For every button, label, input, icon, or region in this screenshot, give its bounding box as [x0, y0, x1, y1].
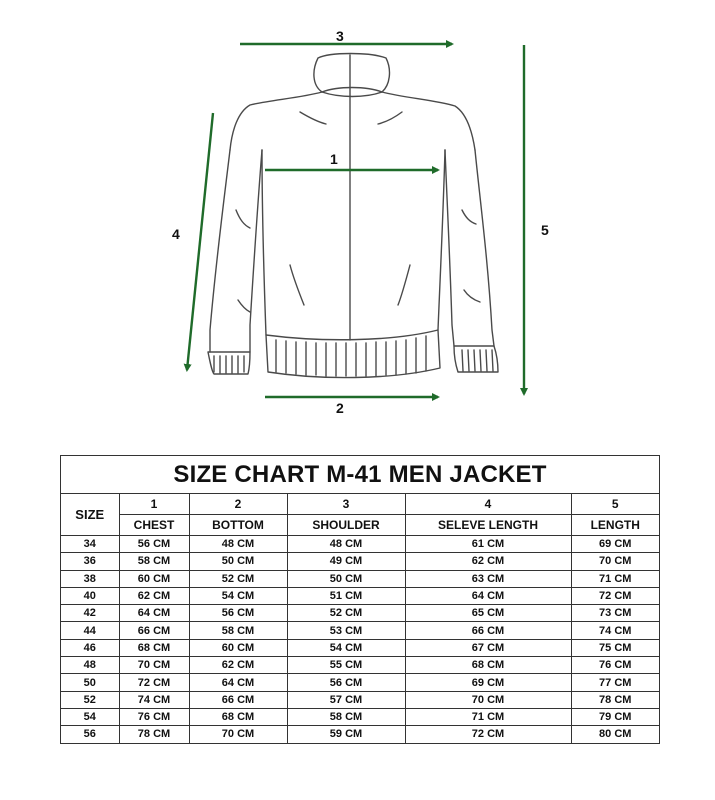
- measurement-cell: 60 CM: [189, 639, 287, 656]
- measurement-cell: 66 CM: [189, 691, 287, 708]
- measurement-cell: 70 CM: [189, 726, 287, 743]
- measurement-cell: 54 CM: [189, 587, 287, 604]
- column-number: 1: [119, 494, 189, 515]
- measurement-cell: 58 CM: [287, 708, 405, 725]
- measurement-cell: 78 CM: [571, 691, 659, 708]
- size-cell: 56: [61, 726, 119, 743]
- table-row: [61, 605, 659, 622]
- measurement-cell: 57 CM: [287, 691, 405, 708]
- measurement-cell: 48 CM: [189, 536, 287, 553]
- measurement-cell: 63 CM: [405, 570, 571, 587]
- chart-title: SIZE CHART M-41 MEN JACKET: [61, 456, 659, 494]
- measurement-cell: 52 CM: [287, 605, 405, 622]
- measurement-cell: 77 CM: [571, 674, 659, 691]
- measurement-cell: 79 CM: [571, 708, 659, 725]
- measurement-cell: 69 CM: [571, 536, 659, 553]
- table-row: [61, 639, 659, 656]
- column-number: 5: [571, 494, 659, 515]
- measurement-cell: 73 CM: [571, 605, 659, 622]
- size-cell: 54: [61, 708, 119, 725]
- measurement-cell: 59 CM: [287, 726, 405, 743]
- size-cell: 46: [61, 639, 119, 656]
- table-row: [61, 536, 659, 553]
- measurement-cell: 71 CM: [571, 570, 659, 587]
- column-header-bottom: BOTTOM: [189, 515, 287, 536]
- table-row: [61, 691, 659, 708]
- table-row: [61, 674, 659, 691]
- size-chart: [60, 455, 660, 744]
- measurement-cell: 70 CM: [405, 691, 571, 708]
- measurement-cell: 65 CM: [405, 605, 571, 622]
- measurement-cell: 75 CM: [571, 639, 659, 656]
- measurement-cell: 52 CM: [189, 570, 287, 587]
- measurement-cell: 64 CM: [405, 587, 571, 604]
- size-cell: 40: [61, 587, 119, 604]
- table-row: [61, 622, 659, 639]
- table-row: [61, 553, 659, 570]
- measurement-cell: 50 CM: [287, 570, 405, 587]
- measurement-cell: 64 CM: [189, 674, 287, 691]
- measurement-cell: 78 CM: [119, 726, 189, 743]
- size-cell: 42: [61, 605, 119, 622]
- size-cell: 48: [61, 657, 119, 674]
- measurement-cell: 66 CM: [119, 622, 189, 639]
- column-header-length: LENGTH: [571, 515, 659, 536]
- arrow-sleeve-length: [187, 113, 213, 370]
- table-row: [61, 708, 659, 725]
- measurement-cell: 71 CM: [405, 708, 571, 725]
- measurement-cell: 56 CM: [119, 536, 189, 553]
- measurement-cell: 64 CM: [119, 605, 189, 622]
- table-row: [61, 726, 659, 743]
- size-cell: 36: [61, 553, 119, 570]
- size-rows: [61, 536, 659, 743]
- table-row: [61, 587, 659, 604]
- label-shoulder: 3: [336, 28, 344, 44]
- size-cell: 34: [61, 536, 119, 553]
- measurement-cell: 72 CM: [405, 726, 571, 743]
- measurement-cell: 53 CM: [287, 622, 405, 639]
- measurement-cell: 68 CM: [119, 639, 189, 656]
- label-sleeve-length: 4: [172, 226, 180, 242]
- label-length: 5: [541, 222, 549, 238]
- measurement-cell: 48 CM: [287, 536, 405, 553]
- measurement-cell: 76 CM: [119, 708, 189, 725]
- size-cell: 52: [61, 691, 119, 708]
- measurement-cell: 50 CM: [189, 553, 287, 570]
- table-row: [61, 570, 659, 587]
- column-number: 4: [405, 494, 571, 515]
- measurement-cell: 55 CM: [287, 657, 405, 674]
- measurement-cell: 58 CM: [119, 553, 189, 570]
- column-number: 2: [189, 494, 287, 515]
- measurement-cell: 69 CM: [405, 674, 571, 691]
- measurement-cell: 72 CM: [119, 674, 189, 691]
- measurement-cell: 61 CM: [405, 536, 571, 553]
- size-cell: 44: [61, 622, 119, 639]
- measurement-cell: 62 CM: [189, 657, 287, 674]
- measurement-cell: 68 CM: [189, 708, 287, 725]
- measurement-cell: 68 CM: [405, 657, 571, 674]
- measurement-cell: 80 CM: [571, 726, 659, 743]
- measurement-cell: 62 CM: [119, 587, 189, 604]
- column-header-shoulder: SHOULDER: [287, 515, 405, 536]
- jacket-sketch: [208, 54, 498, 378]
- measurement-cell: 60 CM: [119, 570, 189, 587]
- label-bottom: 2: [336, 400, 344, 416]
- measurement-cell: 70 CM: [119, 657, 189, 674]
- size-header: SIZE: [61, 494, 119, 536]
- measurement-cell: 62 CM: [405, 553, 571, 570]
- measurement-cell: 66 CM: [405, 622, 571, 639]
- column-header-sleeve-length: SELEVE LENGTH: [405, 515, 571, 536]
- measurement-cell: 70 CM: [571, 553, 659, 570]
- measurement-cell: 56 CM: [189, 605, 287, 622]
- size-cell: 38: [61, 570, 119, 587]
- measurement-cell: 74 CM: [119, 691, 189, 708]
- measurement-cell: 72 CM: [571, 587, 659, 604]
- measurement-cell: 74 CM: [571, 622, 659, 639]
- measurement-cell: 51 CM: [287, 587, 405, 604]
- measurement-cell: 56 CM: [287, 674, 405, 691]
- measurement-cell: 76 CM: [571, 657, 659, 674]
- measurement-cell: 49 CM: [287, 553, 405, 570]
- measurement-cell: 58 CM: [189, 622, 287, 639]
- measurement-cell: 67 CM: [405, 639, 571, 656]
- table-row: [61, 657, 659, 674]
- column-number: 3: [287, 494, 405, 515]
- column-header-chest: CHEST: [119, 515, 189, 536]
- measurement-cell: 54 CM: [287, 639, 405, 656]
- label-chest: 1: [330, 151, 338, 167]
- size-cell: 50: [61, 674, 119, 691]
- size-table: [61, 494, 659, 743]
